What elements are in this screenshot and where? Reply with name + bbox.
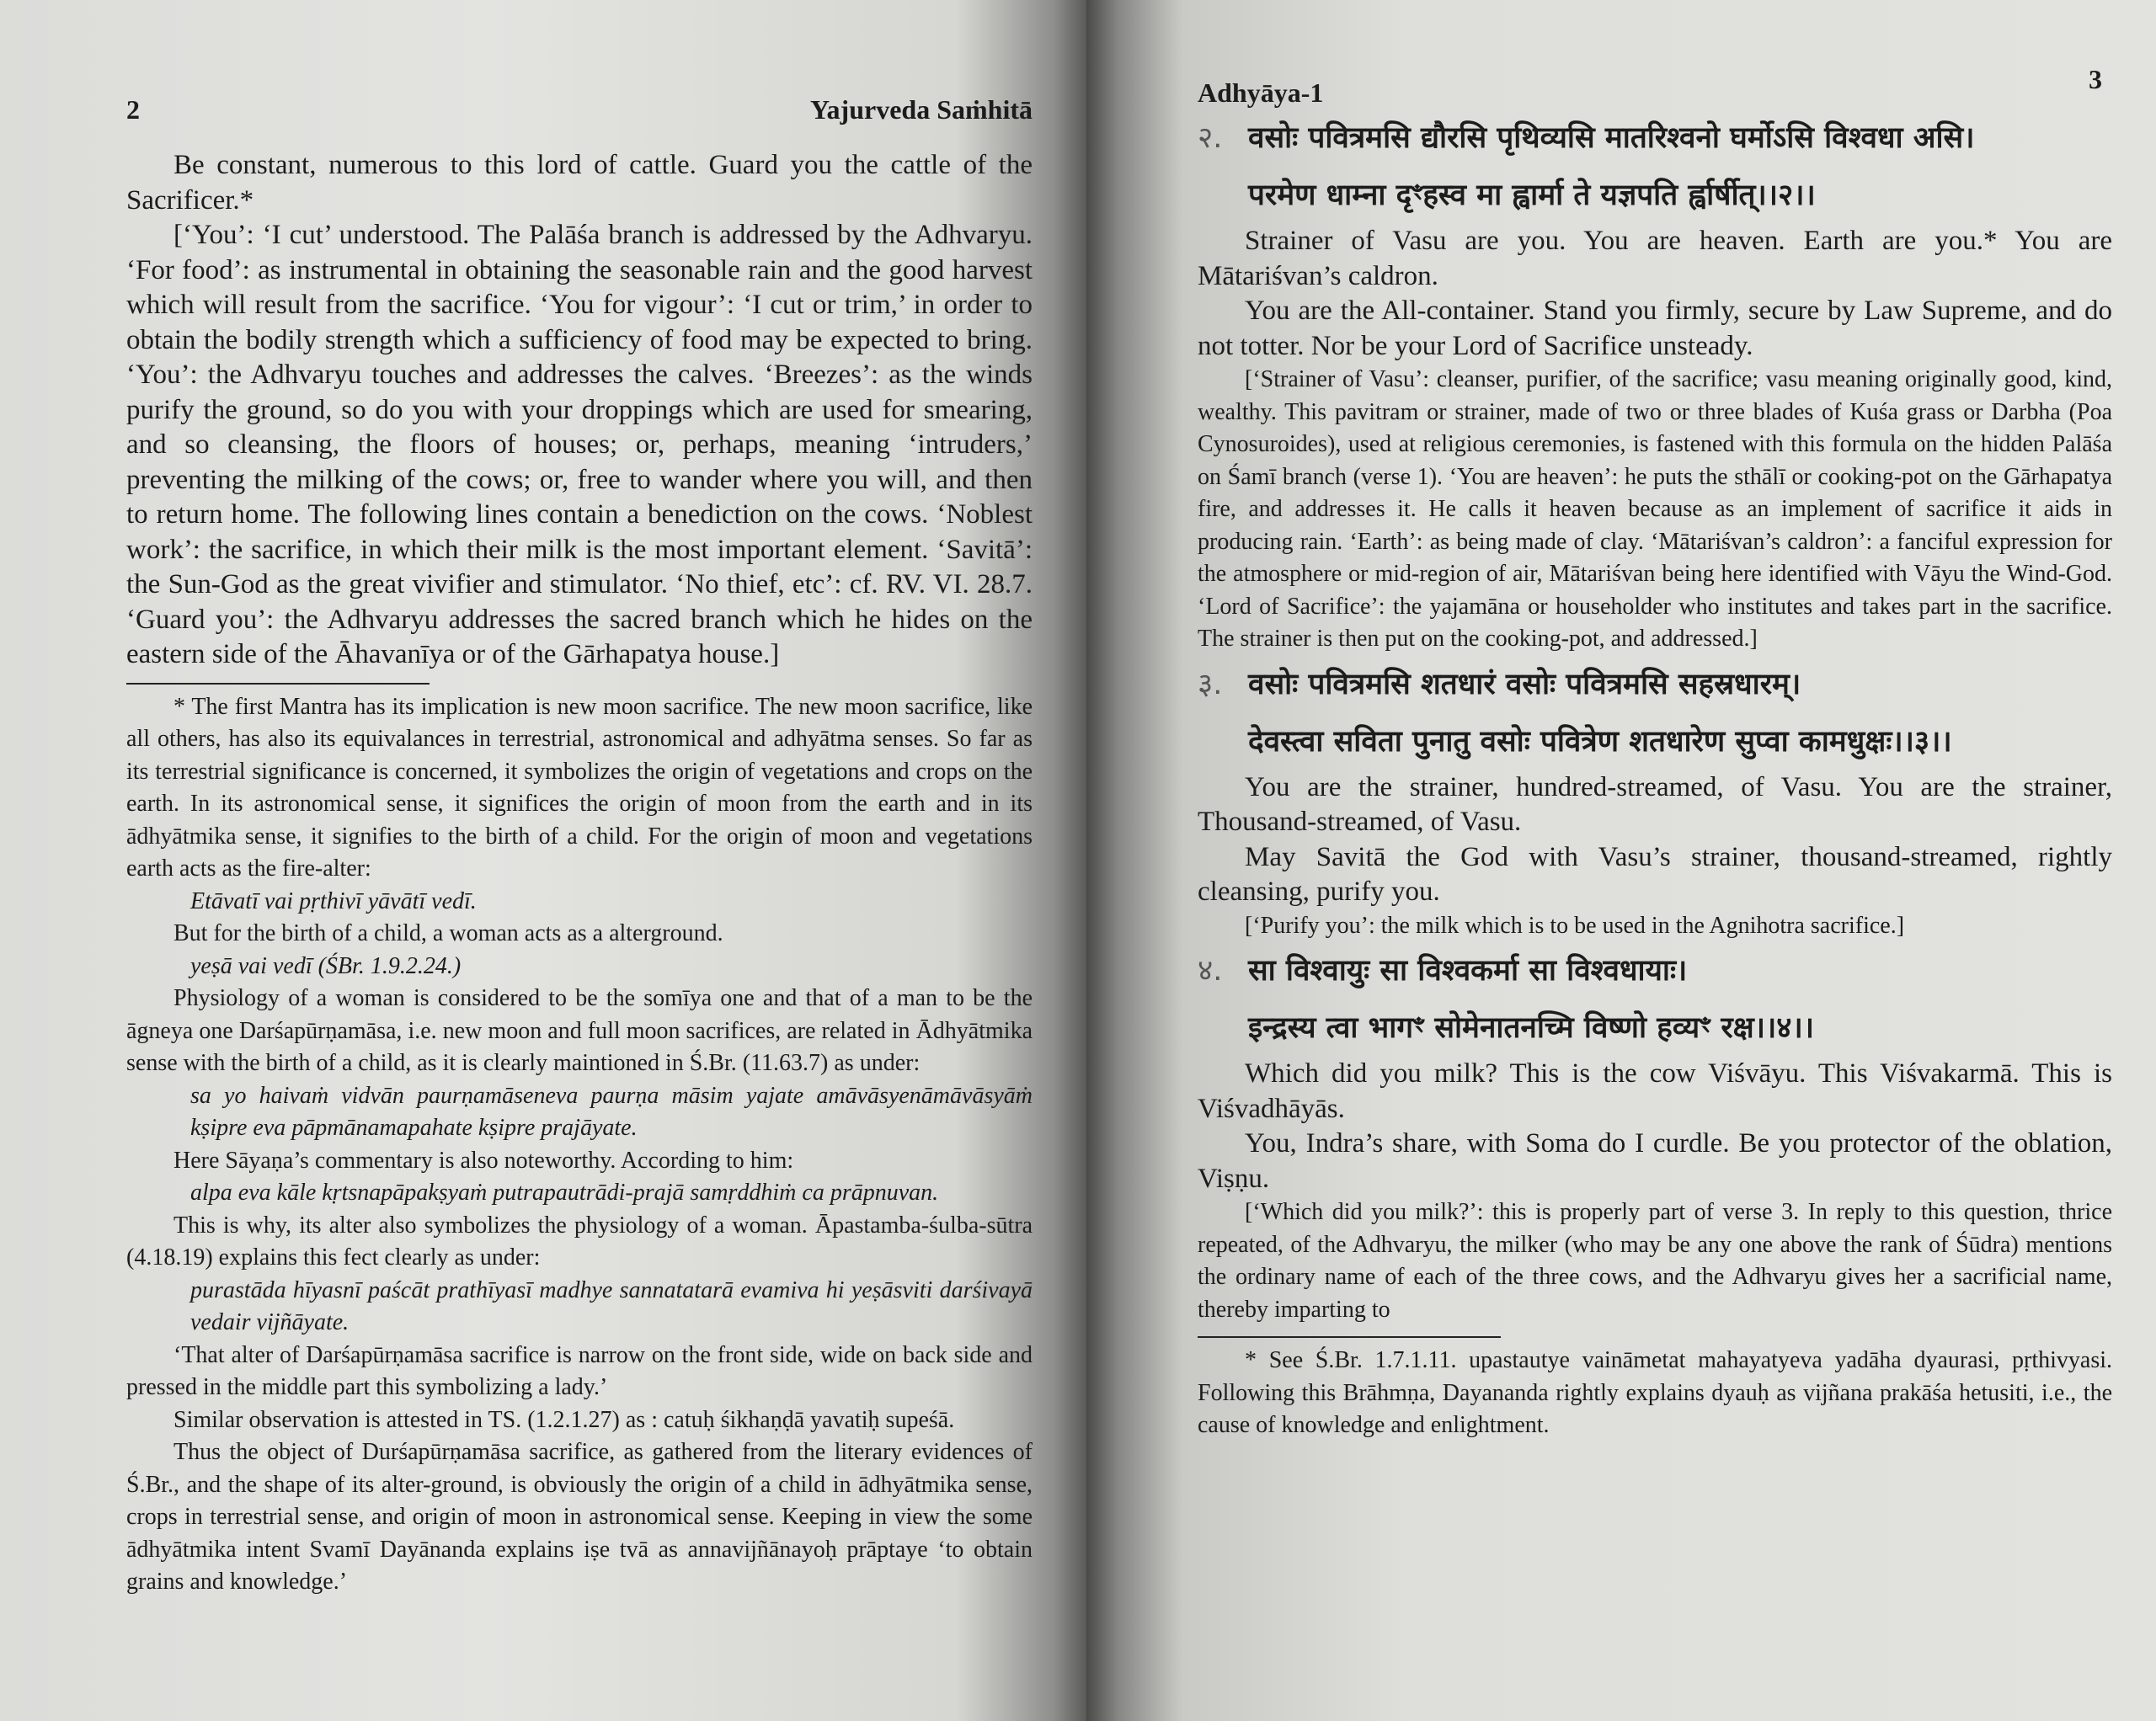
page-number: 3	[2089, 64, 2102, 94]
footnote-paragraph: Thus the object of Durśapūrṇamāsa sacrifice, as gathered from the literary evidences of Ś.Br., and the shape of its alter-ground, is obviously the origin of a child in ādhyātmika sense, crops in terrestrial sense, and origin of moon in astronomical sense. Keeping in view the some ādhyātmika intent Svamī Dayānanda explains iṣe tvā as annavijñānayoḥ prāptaye ‘to obtain grains and knowledge.’	[126, 1439, 1033, 1595]
translation-paragraph: You are the All-container. Stand you firmly, secure by Law Supreme, and do not totter. Nor be your Lord of Sacrifice unsteady.	[1198, 296, 2112, 361]
left-page-body	[126, 148, 1033, 1599]
verse-number: ४.	[1198, 954, 1223, 988]
translation-paragraph: You are the strainer, hundred-streamed, of Vasu. You are the strainer, Thousand-streamed, of Vasu.	[1198, 771, 2112, 837]
main-paragraph: Be constant, numerous to this lord of cattle. Guard you the cattle of the Sacrificer.*	[126, 150, 1033, 216]
translation-paragraph: You, Indra’s share, with Soma do I curdle. Be you protector of the oblation, Viṣṇu.	[1198, 1128, 2112, 1194]
verse-text: सा विश्वायुः सा विश्वकर्मा सा विश्वधायाः।	[1248, 954, 1688, 988]
translation-paragraph: Which did you milk? This is the cow Viśvāyu. This Viśvakarmā. This is Viśvadhāyās.	[1198, 1058, 2112, 1124]
running-head: Yajurveda Saṁhitā	[809, 94, 1033, 125]
sanskrit-verse	[1198, 109, 2112, 167]
translation-paragraph: Strainer of Vasu are you. You are heaven. Earth are you.* You are Mātariśvan’s caldron.	[1198, 226, 2112, 291]
running-head: Adhyāya-1	[1198, 77, 1324, 108]
sanskrit-verse	[1198, 656, 2112, 713]
commentary-paragraph: * See Ś.Br. 1.7.1.11. upastautye vaināmetat mahayatyeva yadāha dyaurasi, pṛthivyasi. Following this Brāhmṇa, Dayananda rightly explains dyauḥ as vijñana prakāśa hetusiti, i.e., the cause of knowledge and enlightment.	[1198, 1347, 2112, 1438]
footnote-paragraph: This is why, its alter also symbolizes the physiology of a woman. Āpastamba-śulba-sūtra (4.18.19) explains this fect clearly as under:	[126, 1212, 1033, 1271]
sanskrit-verse-line: देवस्त्वा सविता पुनातु वसोः पवित्रेण शतधारेण सुप्वा कामधुक्षः।।३।।	[1248, 724, 1952, 759]
footnote-paragraph: * The first Mantra has its implication is new moon sacrifice. The new moon sacrifice, like all others, has also its equivalances in terrestrial, astronomical and adhyātma senses. So far as its terrestrial significance is concerned, it symbolizes the origin of vegetations and crops on the earth. In its astronomical sense, it significes the origin of moon from the earth and in its ādhyātmika sense, it signifies to the birth of a child. For the origin of moon and vegetations earth acts as the fire-alter:	[126, 693, 1033, 882]
footnote-divider	[1198, 1336, 1501, 1338]
translation-paragraph: May Savitā the God with Vasu’s strainer, thousand-streamed, rightly cleansing, purify you.	[1198, 841, 2112, 907]
footnote-quotation: yeṣā vai vedī (ŚBr. 1.9.2.24.)	[190, 952, 462, 979]
footnote-quotation: sa yo haivaṁ vidvān paurṇamāseneva paurṇa māsim yajate amāvāsyenāmāvāsyāṁ kṣipre eva pāpmānamapahate kṣipre prajāyate.	[190, 1082, 1033, 1141]
footnote-paragraph: Here Sāyaṇa’s commentary is also noteworthy. According to him:	[173, 1147, 794, 1174]
verse-number: २.	[1198, 121, 1223, 155]
sanskrit-verse-line: परमेण धाम्ना दृꣳहस्व मा ह्वार्मा ते यज्ञपति र्ह्वार्षीत्।।२।।	[1248, 178, 1816, 212]
footnote	[126, 691, 1033, 1599]
commentary-paragraph: [‘Purify you’: the milk which is to be used in the Agnihotra sacrifice.]	[1245, 912, 1905, 939]
footnote-paragraph: Similar observation is attested in TS. (1.2.1.27) as : catuḥ śikhaṇḍā yavatiḥ supeśā.	[173, 1406, 955, 1433]
footnote-divider	[126, 683, 430, 685]
footnote-paragraph: ‘That alter of Darśapūrṇamāsa sacrifice is narrow on the front side, wide on back side and pressed in the middle part this symbolizing a lady.’	[126, 1341, 1033, 1400]
footnote-quotation: Etāvatī vai pṛthivī yāvātī vedī.	[190, 887, 477, 914]
footnote-quotation: alpa eva kāle kṛtsnapāpakṣyaṁ putrapautrādi-prajā samṛddhiṁ ca prāpnuvan.	[190, 1180, 939, 1206]
main-paragraph: [‘You’: ‘I cut’ understood. The Palāśa branch is addressed by the Adhvaryu. ‘For food’: as instrumental in obtaining the seasonable rain and the good harvest which will result from the sacrifice. ‘You for vigour’: ‘I cut or trim,’ in order to obtain the bodily strength which a sufficiency of food may be expected to bring. ‘You’: the Adhvaryu touches and addresses the calves. ‘Breezes’: as the winds purify the ground, so do you with your droppings which are used for smearing, and so cleansing, the floors of houses; or, perhaps, meaning ‘intruders,’ preventing the milking of the cows; or, free to wander where you will, and then to return home. The following lines contain a benediction on the cows. ‘Noblest work’: the sacrifice, in which their milk is the most important element. ‘Savitā’: the Sun-God as the great vivifier and stimulator. ‘No thief, etc’: cf. RV. VI. 28.7. ‘Guard you’: the Adhvaryu addresses the sacred branch which he hides on the eastern side of the Āhavanīya or of the Gārhapatya house.]	[126, 220, 1033, 669]
footnote-paragraph: But for the birth of a child, a woman acts as a alterground.	[173, 920, 723, 946]
right-page-body	[1198, 109, 2112, 1442]
page-number: 2	[126, 94, 140, 125]
footnote-paragraph: Physiology of a woman is considered to be the somīya one and that of a man to be the āgneya one Darśapūrṇamāsa, i.e. new moon and full moon sacrifices, are related in Ādhyātmika sense with the birth of a child, as it is clearly maintioned in Ś.Br. (11.63.7) as under:	[126, 985, 1033, 1076]
commentary-paragraph: [‘Which did you milk?’: this is properly part of verse 3. In reply to this question, thrice repeated, of the Adhvaryu, the milker (who may be any one above the rank of Śūdra) mentions the ordinary name of each of the three cows, and the Adhvaryu gives her a sacrificial name, thereby imparting to	[1198, 1199, 2112, 1323]
sanskrit-verse-line: इन्द्रस्य त्वा भागꣳ सोमेनातनच्मि विष्णो हव्यꣳ रक्ष।।४।।	[1248, 1011, 1815, 1045]
sanskrit-verse	[1198, 942, 2112, 999]
commentary-paragraph: [‘Strainer of Vasu’: cleanser, purifier, of the sacrifice; vasu meaning originally good, kind, wealthy. This pavitram or strainer, made of two or three blades of Kuśa grass or Darbha (Poa Cynosuroides), used at religious ceremonies, is fastened with this formula on the hidden Palāśa on Śamī branch (verse 1). ‘You are heaven’: he puts the sthālī or cooking-pot on the Gārhapatya fire, and addresses it. He calls it heaven because as an implement of sacrifice it aids in producing rain. ‘Earth’: as being made of clay. ‘Mātariśvan’s caldron’: a fanciful expression for the atmosphere or mid-region of air, Mātariśvan being here identified with Vāyu the Wind-God. ‘Lord of Sacrifice’: the yajamāna or householder who institutes and takes part in the sacrifice. The strainer is then put on the cooking-pot, and addressed.]	[1198, 366, 2112, 652]
verse-number: ३.	[1198, 667, 1223, 701]
verse-text: वसोः पवित्रमसि द्यौरसि पृथिव्यसि मातरिश्वनो घर्मोऽसि विश्वधा असि।	[1248, 121, 1975, 155]
right-page	[1086, 0, 2156, 1721]
footnote-quotation: purastāda hīyasnī paścāt prathīyasī madhye sannatatarā evamiva hi yeṣāsviti darśivayā vedair vijñāyate.	[190, 1276, 1033, 1335]
verse-text: वसोः पवित्रमसि शतधारं वसोः पवित्रमसि सहस्रधारम्।	[1248, 667, 1801, 701]
